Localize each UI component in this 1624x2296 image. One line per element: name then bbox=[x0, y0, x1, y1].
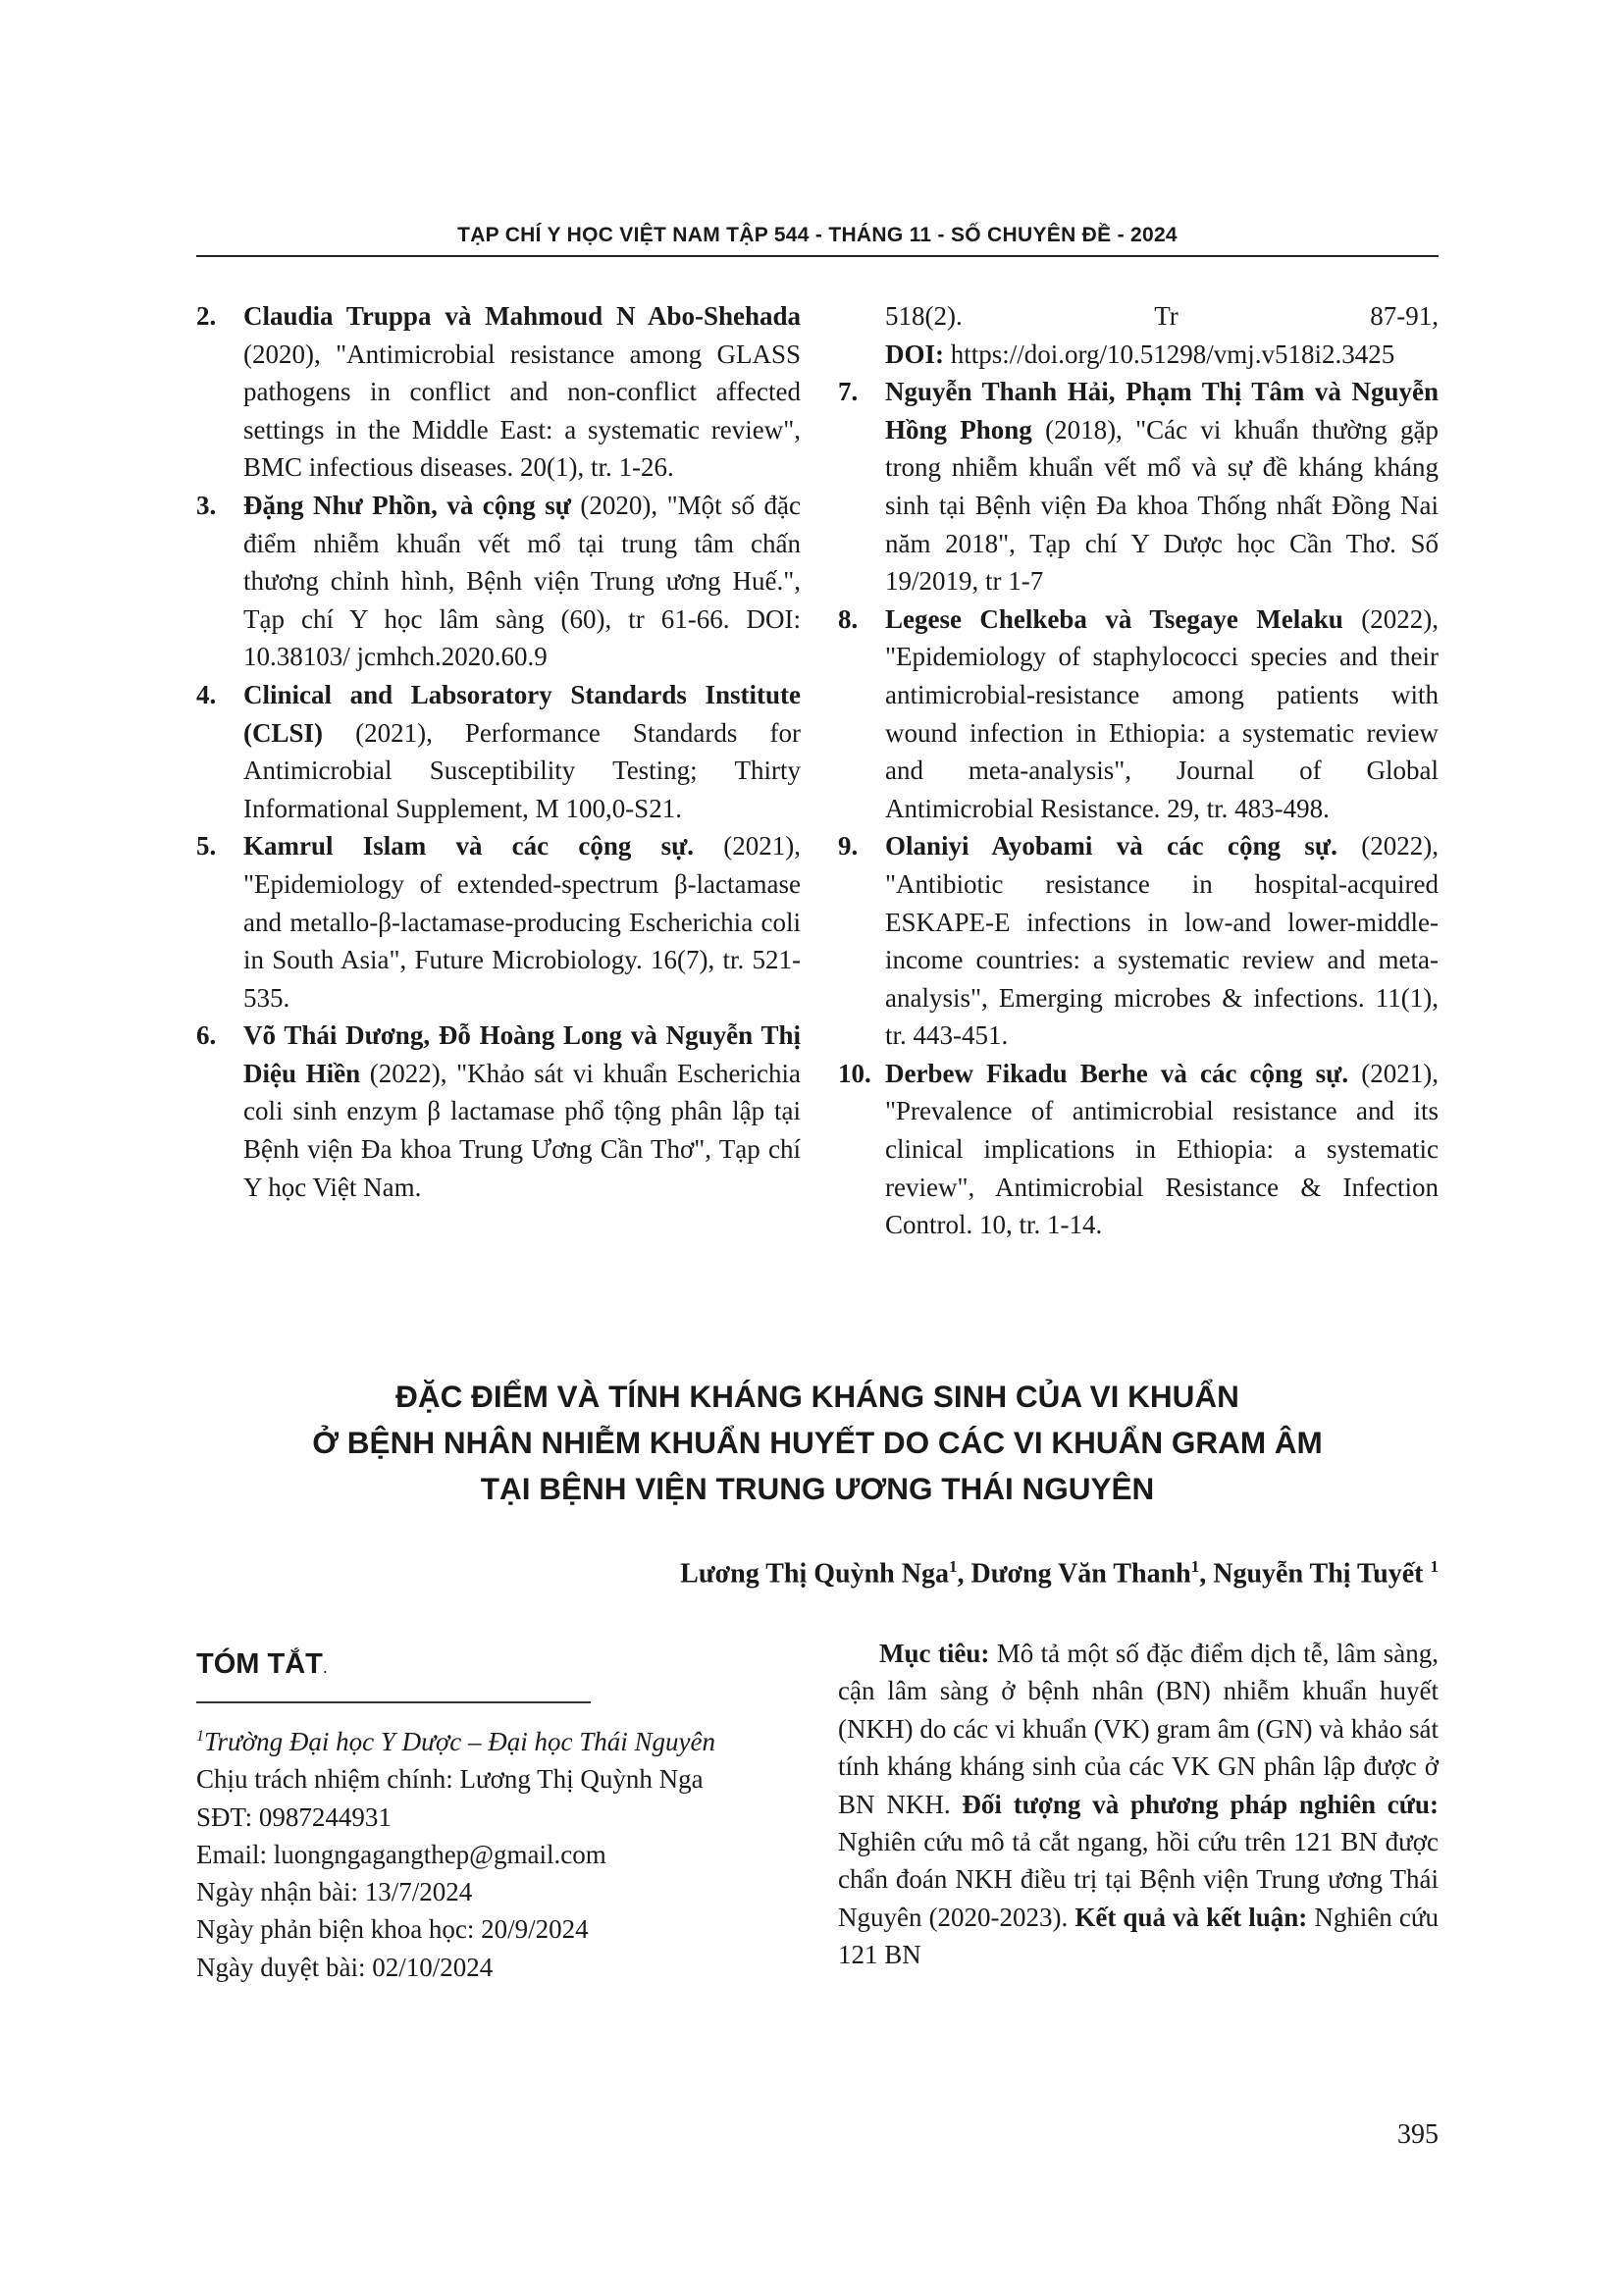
title-line: Ở BỆNH NHÂN NHIỄM KHUẨN HUYẾT DO CÁC VI KHUẨN GRAM ÂM bbox=[312, 1425, 1323, 1460]
pages-label: Tr bbox=[1154, 301, 1179, 331]
affiliation-mark: 1 bbox=[196, 1728, 204, 1745]
methods-text: Nghiên cứu mô tả cắt ngang, hồi cứu trên 121 BN được chẩn đoán NKH điều trị tại Bệnh viện Trung ương Thái Nguyên (2020-2023). bbox=[838, 1827, 1439, 1932]
reference-authors: Kamrul Islam và các cộng sự. bbox=[243, 831, 695, 861]
reference-text: (2022), "Epidemiology of staphylococci species and their antimicrobial-resistance among patients with wound infection in Ethiopia: a systematic review and meta-analysis", Journal of Global Antimicrobial Resistance. 29, tr. 483-498. bbox=[885, 603, 1439, 823]
header-rule bbox=[196, 255, 1439, 257]
abstract-heading-text: TÓM TẮT bbox=[196, 1648, 323, 1680]
reference-authors: Claudia Truppa và Mahmoud N Abo-Shehada bbox=[243, 301, 801, 331]
reference-number: 7. bbox=[838, 377, 859, 407]
reference-text: (2020), "Antimicrobial resistance among GLASS pathogens in conflict and non-conflict affected settings in the Middle East: a systematic review", BMC infectious diseases. 20(1), tr. 1-26. bbox=[243, 339, 801, 483]
reference-text: (2022), "Khảo sát vi khuẩn Escherichia coli sinh enzym β lactamase phổ tộng phân lập tại Bệnh viện Đa khoa Trung Ương Cần Thơ", Tạp chí Y học Việt Nam. bbox=[243, 1058, 801, 1202]
reference-text: (2021), "Epidemiology of extended-spectrum β-lactamase and metallo-β-lactamase-producing Escherichia coli in South Asia", Future Microbiology. 16(7), tr. 521-535. bbox=[243, 831, 802, 1013]
reference-number: 10. bbox=[838, 1058, 871, 1088]
page-number: 395 bbox=[1397, 2119, 1439, 2150]
reference-number: 2. bbox=[196, 301, 217, 331]
abstract-heading-dot: . bbox=[322, 1657, 328, 1677]
reference-number: 8. bbox=[838, 603, 859, 634]
reference-number: 3. bbox=[196, 490, 217, 520]
pages-range: 87-91, bbox=[1370, 301, 1439, 331]
affiliation-mark: 1 bbox=[948, 1557, 958, 1576]
affiliation-mark: 1 bbox=[1430, 1557, 1439, 1576]
footnote-block bbox=[196, 1718, 805, 1986]
reference-number: 5. bbox=[196, 831, 217, 861]
reference-item bbox=[838, 1055, 1439, 1244]
doi-link[interactable]: https://doi.org/10.51298/vmj.v518i2.3425 bbox=[944, 339, 1395, 369]
footnote-rule bbox=[196, 1701, 591, 1703]
footnote-responsible: Chịu trách nhiệm chính: Lương Thị Quỳnh Nga bbox=[196, 1764, 704, 1795]
reference-number: 4. bbox=[196, 679, 217, 709]
footnote-approved-date: Ngày duyệt bài: 02/10/2024 bbox=[196, 1952, 494, 1982]
reference-authors: Legese Chelkeba và Tsegaye Melaku bbox=[885, 603, 1343, 634]
references-right-column bbox=[838, 297, 1439, 1244]
footnote-affiliation bbox=[196, 1718, 805, 1760]
methods-label: Đối tượng và phương pháp nghiên cứu: bbox=[962, 1789, 1439, 1819]
objective-label: Mục tiêu: bbox=[879, 1639, 990, 1668]
objective-text: Mô tả một số đặc điểm dịch tễ, lâm sàng, cận lâm sàng ở bệnh nhân (BN) nhiễm khuẩn huyết (NKH) do các vi khuẩn (VK) gram âm (GN) và khảo sát tính kháng kháng sinh của các VK GN phân lập được ở BN NKH. bbox=[838, 1639, 1439, 1819]
reference-continuation bbox=[838, 297, 1439, 373]
reference-text: (2022), "Antibiotic resistance in hospital-acquired ESKAPE-E infections in low-and lower-middle-income countries: a systematic review and meta-analysis", Emerging microbes & infections. 11(1), tr. 443-451. bbox=[885, 831, 1440, 1051]
author-name: Lương Thị Quỳnh Nga bbox=[680, 1558, 949, 1590]
article-title bbox=[196, 1374, 1439, 1512]
reference-authors: Olaniyi Ayobami và các cộng sự. bbox=[885, 831, 1337, 861]
author-separator: , bbox=[957, 1558, 971, 1590]
reference-text: (2021), Performance Standards for Antimicrobial Susceptibility Testing; Thirty Informational Supplement, M 100,0-S21. bbox=[243, 717, 801, 823]
reference-item bbox=[196, 676, 801, 827]
reference-text: (2020), "Một số đặc điểm nhiễm khuẩn vết mổ tại trung tâm chấn thương chỉnh hình, Bệnh viện Trung ương Huế.", Tạp chí Y học lâm sàng (60), tr 61-66. DOI: 10.38103/ jcmhch.2020.60.9 bbox=[243, 490, 801, 672]
reference-authors: Clinical and Labsoratory Standards Institute (CLSI) bbox=[243, 679, 801, 748]
footnote-received-date: Ngày nhận bài: 13/7/2024 bbox=[196, 1877, 473, 1907]
affiliation-mark: 1 bbox=[1190, 1557, 1200, 1576]
volume-issue: 518(2). bbox=[885, 301, 963, 331]
reference-authors: Đặng Như Phồn, và cộng sự bbox=[243, 490, 571, 520]
abstract-heading bbox=[196, 1648, 328, 1681]
results-text: Nghiên cứu 121 BN bbox=[838, 1902, 1439, 1970]
references-left-column bbox=[196, 297, 801, 1206]
footnote-phone: SĐT: 0987244931 bbox=[196, 1801, 392, 1832]
footnote-review-date: Ngày phản biện khoa học: 20/9/2024 bbox=[196, 1914, 589, 1945]
doi-label: DOI: bbox=[885, 339, 944, 369]
abstract-body bbox=[838, 1635, 1439, 1974]
results-label: Kết quả và kết luận: bbox=[1074, 1902, 1308, 1932]
reference-authors: Võ Thái Dương, Đỗ Hoàng Long và Nguyễn Thị Diệu Hiền bbox=[243, 1020, 801, 1088]
reference-item bbox=[196, 827, 801, 1017]
title-line: ĐẶC ĐIỂM VÀ TÍNH KHÁNG KHÁNG SINH CỦA VI KHUẨN bbox=[395, 1379, 1239, 1414]
reference-authors: Derbew Fikadu Berhe và các cộng sự. bbox=[885, 1058, 1349, 1088]
reference-item bbox=[196, 487, 801, 676]
footnote-email[interactable]: Email: luongngagangthep@gmail.com bbox=[196, 1839, 606, 1869]
author-list bbox=[196, 1557, 1439, 1590]
reference-item bbox=[838, 827, 1439, 1055]
reference-number: 9. bbox=[838, 831, 859, 861]
reference-item bbox=[838, 373, 1439, 600]
author-name: Dương Văn Thanh bbox=[970, 1558, 1191, 1590]
affiliation-text: Trường Đại học Y Dược – Đại học Thái Nguyên bbox=[204, 1727, 716, 1756]
title-line: TẠI BỆNH VIỆN TRUNG ƯƠNG THÁI NGUYÊN bbox=[480, 1471, 1155, 1506]
author-name: Nguyễn Thị Tuyết bbox=[1213, 1558, 1431, 1590]
reference-text: (2018), "Các vi khuẩn thường gặp trong nhiễm khuẩn vết mổ và sự đề kháng kháng sinh tại Bệnh viện Đa khoa Thống nhất Đồng Nai năm 2018", Tạp chí Y Dược học Cần Thơ. Số 19/2019, tr 1-7 bbox=[885, 414, 1439, 597]
running-header: TẠP CHÍ Y HỌC VIỆT NAM TẬP 544 - THÁNG 11 - SỐ CHUYÊN ĐỀ - 2024 bbox=[457, 224, 1178, 246]
reference-doi bbox=[885, 336, 1439, 374]
reference-item bbox=[838, 600, 1439, 828]
reference-authors: Nguyễn Thanh Hải, Phạm Thị Tâm và Nguyễn Hồng Phong bbox=[885, 377, 1439, 444]
reference-item bbox=[196, 297, 801, 487]
reference-number: 6. bbox=[196, 1020, 217, 1051]
reference-item bbox=[196, 1017, 801, 1206]
author-separator: , bbox=[1199, 1558, 1214, 1590]
reference-continuation-line bbox=[885, 297, 1439, 336]
reference-text: (2021), "Prevalence of antimicrobial resistance and its clinical implications in Ethiopia: a systematic review", Antimicrobial Resistance & Infection Control. 10, tr. 1-14. bbox=[885, 1058, 1439, 1240]
